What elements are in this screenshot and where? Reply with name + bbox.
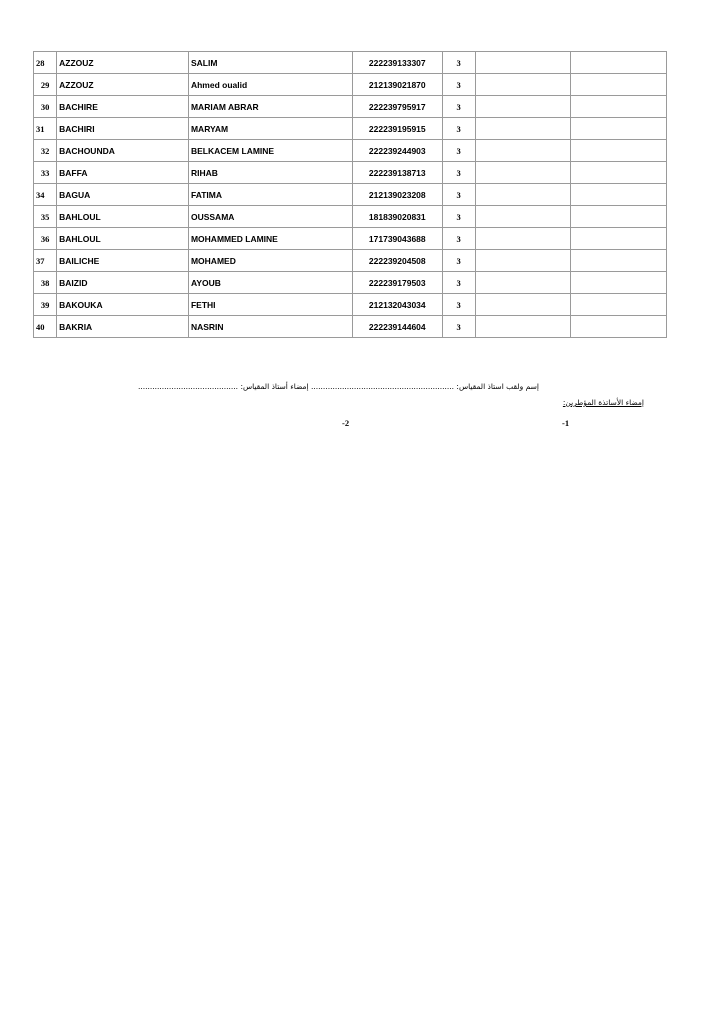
empty-cell bbox=[571, 162, 667, 184]
empty-cell bbox=[571, 272, 667, 294]
empty-cell bbox=[475, 52, 571, 74]
empty-cell bbox=[475, 206, 571, 228]
empty-cell bbox=[475, 140, 571, 162]
student-id-cell: 212132043034 bbox=[353, 294, 443, 316]
empty-cell bbox=[475, 96, 571, 118]
table-row bbox=[34, 74, 667, 96]
empty-cell bbox=[571, 74, 667, 96]
student-id-cell: 212139023208 bbox=[353, 184, 443, 206]
empty-cell bbox=[475, 162, 571, 184]
row-number: 32 bbox=[34, 140, 57, 162]
empty-cell bbox=[571, 140, 667, 162]
empty-cell bbox=[571, 250, 667, 272]
group-cell: 3 bbox=[442, 272, 475, 294]
empty-cell bbox=[475, 74, 571, 96]
table-row bbox=[34, 316, 667, 338]
group-cell: 3 bbox=[442, 250, 475, 272]
row-number: 30 bbox=[34, 96, 57, 118]
empty-cell bbox=[475, 316, 571, 338]
last-name-cell: BAIZID bbox=[57, 272, 189, 294]
empty-cell bbox=[571, 316, 667, 338]
table-row bbox=[34, 184, 667, 206]
empty-cell bbox=[571, 294, 667, 316]
empty-cell bbox=[571, 206, 667, 228]
group-cell: 3 bbox=[442, 228, 475, 250]
last-name-cell: BACHIRE bbox=[57, 96, 189, 118]
table-row bbox=[34, 294, 667, 316]
group-cell: 3 bbox=[442, 184, 475, 206]
student-id-cell: 212139021870 bbox=[353, 74, 443, 96]
empty-cell bbox=[475, 228, 571, 250]
row-number: 37 bbox=[34, 250, 57, 272]
first-name-cell: FETHI bbox=[188, 294, 352, 316]
row-number: 35 bbox=[34, 206, 57, 228]
student-id-cell: 222239195915 bbox=[353, 118, 443, 140]
last-name-cell: BAHLOUL bbox=[57, 228, 189, 250]
empty-cell bbox=[475, 118, 571, 140]
table-row bbox=[34, 162, 667, 184]
first-name-cell: BELKACEM LAMINE bbox=[188, 140, 352, 162]
row-number: 31 bbox=[34, 118, 57, 140]
row-number: 28 bbox=[34, 52, 57, 74]
group-cell: 3 bbox=[442, 316, 475, 338]
student-id-cell: 222239144604 bbox=[353, 316, 443, 338]
last-name-cell: BAILICHE bbox=[57, 250, 189, 272]
row-number: 29 bbox=[34, 74, 57, 96]
group-cell: 3 bbox=[442, 74, 475, 96]
empty-cell bbox=[475, 250, 571, 272]
student-id-cell: 222239138713 bbox=[353, 162, 443, 184]
empty-cell bbox=[475, 272, 571, 294]
first-name-cell: NASRIN bbox=[188, 316, 352, 338]
group-cell: 3 bbox=[442, 140, 475, 162]
empty-cell bbox=[571, 228, 667, 250]
student-id-cell: 222239204508 bbox=[353, 250, 443, 272]
row-number: 33 bbox=[34, 162, 57, 184]
row-number: 38 bbox=[34, 272, 57, 294]
table-row bbox=[34, 206, 667, 228]
first-name-cell: RIHAB bbox=[188, 162, 352, 184]
empty-cell bbox=[571, 96, 667, 118]
group-cell: 3 bbox=[442, 96, 475, 118]
first-name-cell: SALIM bbox=[188, 52, 352, 74]
student-id-cell: 181839020831 bbox=[353, 206, 443, 228]
first-name-cell: MARYAM bbox=[188, 118, 352, 140]
first-name-cell: MARIAM ABRAR bbox=[188, 96, 352, 118]
row-number: 36 bbox=[34, 228, 57, 250]
empty-cell bbox=[571, 52, 667, 74]
empty-cell bbox=[571, 184, 667, 206]
first-name-cell: OUSSAMA bbox=[188, 206, 352, 228]
first-name-cell: MOHAMMED LAMINE bbox=[188, 228, 352, 250]
table-row bbox=[34, 272, 667, 294]
group-cell: 3 bbox=[442, 294, 475, 316]
group-cell: 3 bbox=[442, 162, 475, 184]
table-row bbox=[34, 228, 667, 250]
row-number: 40 bbox=[34, 316, 57, 338]
supervisors-signature-label: إمضاء الأساتذة المؤطرين: bbox=[562, 398, 644, 407]
teacher-name-signature-line: إسم ولقب استاذ المقياس: ............................................................ إمضاء أستاذ المقياس: .......................................... bbox=[137, 382, 539, 391]
student-id-cell: 222239133307 bbox=[353, 52, 443, 74]
empty-cell bbox=[475, 184, 571, 206]
last-name-cell: AZZOUZ bbox=[57, 52, 189, 74]
last-name-cell: BAKRIA bbox=[57, 316, 189, 338]
student-id-cell: 222239795917 bbox=[353, 96, 443, 118]
last-name-cell: BAFFA bbox=[57, 162, 189, 184]
first-name-cell: Ahmed oualid bbox=[188, 74, 352, 96]
page-number-1: -1 bbox=[562, 418, 570, 428]
student-id-cell: 222239244903 bbox=[353, 140, 443, 162]
student-id-cell: 171739043688 bbox=[353, 228, 443, 250]
roster-body bbox=[34, 52, 667, 338]
last-name-cell: BAHLOUL bbox=[57, 206, 189, 228]
table-row bbox=[34, 140, 667, 162]
last-name-cell: BAKOUKA bbox=[57, 294, 189, 316]
last-name-cell: BAGUA bbox=[57, 184, 189, 206]
table-row bbox=[34, 118, 667, 140]
row-number: 39 bbox=[34, 294, 57, 316]
empty-cell bbox=[475, 294, 571, 316]
last-name-cell: AZZOUZ bbox=[57, 74, 189, 96]
empty-cell bbox=[571, 118, 667, 140]
student-roster-table bbox=[33, 51, 667, 338]
first-name-cell: FATIMA bbox=[188, 184, 352, 206]
group-cell: 3 bbox=[442, 206, 475, 228]
table-row bbox=[34, 250, 667, 272]
page-number-2: -2 bbox=[342, 418, 350, 428]
last-name-cell: BACHOUNDA bbox=[57, 140, 189, 162]
student-id-cell: 222239179503 bbox=[353, 272, 443, 294]
table-row bbox=[34, 96, 667, 118]
first-name-cell: MOHAMED bbox=[188, 250, 352, 272]
table-row bbox=[34, 52, 667, 74]
row-number: 34 bbox=[34, 184, 57, 206]
group-cell: 3 bbox=[442, 118, 475, 140]
group-cell: 3 bbox=[442, 52, 475, 74]
last-name-cell: BACHIRI bbox=[57, 118, 189, 140]
first-name-cell: AYOUB bbox=[188, 272, 352, 294]
